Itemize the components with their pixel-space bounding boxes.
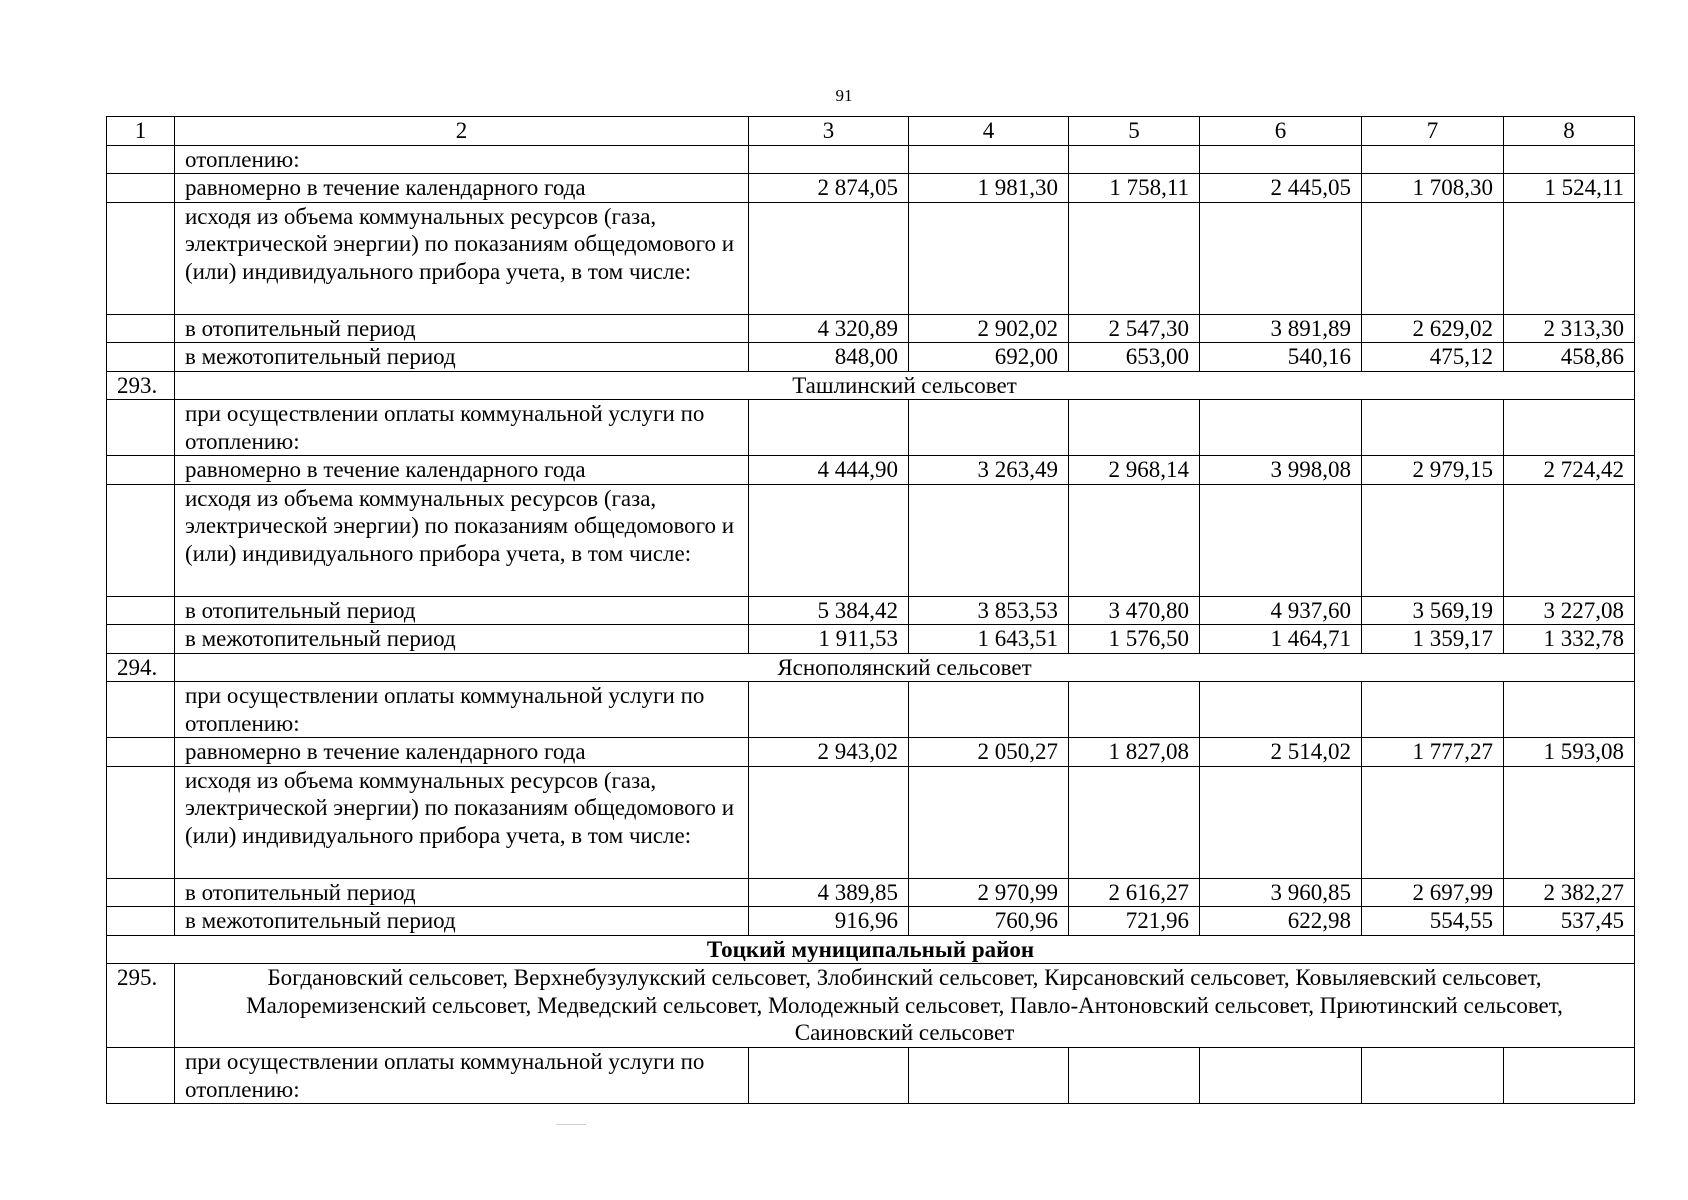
column-number-row: [107, 117, 1635, 146]
column-number: 4: [909, 117, 1069, 146]
value-cell: 2 902,02: [909, 314, 1069, 343]
value-cell: 2 943,02: [749, 738, 909, 767]
table-row: [107, 202, 1635, 314]
value-cell: 3 998,08: [1200, 456, 1362, 485]
table-row: [107, 596, 1635, 625]
value-cell: 1 708,30: [1362, 174, 1504, 203]
value-cell: 3 891,89: [1200, 314, 1362, 343]
value-cell: 3 960,85: [1200, 878, 1362, 907]
value-cell: 2 874,05: [749, 174, 909, 203]
value-cell: 2 629,02: [1362, 314, 1504, 343]
column-number: 6: [1200, 117, 1362, 146]
value-cell: 1 332,78: [1504, 625, 1635, 654]
value-cell: 653,00: [1069, 343, 1200, 372]
table-row: [107, 682, 1635, 738]
value-cell: 1 643,51: [909, 625, 1069, 654]
section-header-row: [107, 371, 1635, 400]
row-label: исходя из объема коммунальных ресурсов (газа, электрической энергии) по показаниям общедомового и (или) индивидуального прибора учета, в том числе:: [175, 202, 749, 314]
scan-artifact: [556, 1124, 586, 1125]
value-cell: 2 968,14: [1069, 456, 1200, 485]
district-title: Тоцкий муниципальный район: [107, 935, 1635, 964]
row-label: исходя из объема коммунальных ресурсов (газа, электрической энергии) по показаниям общедомового и (или) индивидуального прибора учета, в том числе:: [175, 766, 749, 878]
value-cell: 2 313,30: [1504, 314, 1635, 343]
value-cell: 2 050,27: [909, 738, 1069, 767]
row-label: при осуществлении оплаты коммунальной услуги по отоплению:: [175, 400, 749, 456]
table-row: [107, 314, 1635, 343]
table-row: [107, 907, 1635, 936]
table-row: [107, 1048, 1635, 1104]
value-cell: 1 593,08: [1504, 738, 1635, 767]
value-cell: 537,45: [1504, 907, 1635, 936]
section-header-row: [107, 653, 1635, 682]
value-cell: 5 384,42: [749, 596, 909, 625]
table-row: [107, 738, 1635, 767]
value-cell: 2 697,99: [1362, 878, 1504, 907]
row-label: в отопительный период: [175, 878, 749, 907]
table-row: [107, 145, 1635, 174]
value-cell: 1 981,30: [909, 174, 1069, 203]
value-cell: 1 777,27: [1362, 738, 1504, 767]
row-label: в межотопительный период: [175, 343, 749, 372]
value-cell: 3 569,19: [1362, 596, 1504, 625]
section-title: Ташлинский сельсовет: [175, 371, 1635, 400]
column-number: 5: [1069, 117, 1200, 146]
value-cell: 2 970,99: [909, 878, 1069, 907]
value-cell: 1 911,53: [749, 625, 909, 654]
value-cell: 3 470,80: [1069, 596, 1200, 625]
row-label: отоплению:: [175, 145, 749, 174]
value-cell: 554,55: [1362, 907, 1504, 936]
table-row: [107, 625, 1635, 654]
value-cell: 2 979,15: [1362, 456, 1504, 485]
district-header-row: [107, 935, 1635, 964]
row-label: в межотопительный период: [175, 625, 749, 654]
column-number: 1: [107, 117, 175, 146]
column-number: 3: [749, 117, 909, 146]
value-cell: 2 382,27: [1504, 878, 1635, 907]
value-cell: 3 853,53: [909, 596, 1069, 625]
table-row: [107, 878, 1635, 907]
table-row: [107, 343, 1635, 372]
value-cell: 848,00: [749, 343, 909, 372]
column-number: 2: [175, 117, 749, 146]
row-label: равномерно в течение календарного года: [175, 174, 749, 203]
value-cell: 540,16: [1200, 343, 1362, 372]
value-cell: 622,98: [1200, 907, 1362, 936]
value-cell: 1 524,11: [1504, 174, 1635, 203]
value-cell: 475,12: [1362, 343, 1504, 372]
row-index: 295.: [107, 964, 175, 1048]
table-row: [107, 456, 1635, 485]
value-cell: 2 616,27: [1069, 878, 1200, 907]
row-label: при осуществлении оплаты коммунальной услуги по отоплению:: [175, 682, 749, 738]
tariff-table: [106, 116, 1635, 1104]
value-cell: 4 937,60: [1200, 596, 1362, 625]
row-index: 294.: [107, 653, 175, 682]
row-label: в отопительный период: [175, 314, 749, 343]
value-cell: 2 547,30: [1069, 314, 1200, 343]
value-cell: 760,96: [909, 907, 1069, 936]
value-cell: 2 445,05: [1200, 174, 1362, 203]
value-cell: 458,86: [1504, 343, 1635, 372]
value-cell: 4 320,89: [749, 314, 909, 343]
row-index: 293.: [107, 371, 175, 400]
value-cell: 4 444,90: [749, 456, 909, 485]
row-label: в отопительный период: [175, 596, 749, 625]
table-row: [107, 174, 1635, 203]
value-cell: 1 359,17: [1362, 625, 1504, 654]
page-number: 91: [835, 86, 853, 105]
value-cell: 721,96: [1069, 907, 1200, 936]
value-cell: 2 724,42: [1504, 456, 1635, 485]
table-row: [107, 400, 1635, 456]
table-row: [107, 766, 1635, 878]
row-label: исходя из объема коммунальных ресурсов (газа, электрической энергии) по показаниям общедомового и (или) индивидуального прибора учета, в том числе:: [175, 484, 749, 596]
value-cell: 3 263,49: [909, 456, 1069, 485]
row-label: при осуществлении оплаты коммунальной услуги по отоплению:: [175, 1048, 749, 1104]
section-header-row: [107, 964, 1635, 1048]
row-label: равномерно в течение календарного года: [175, 738, 749, 767]
value-cell: 1 464,71: [1200, 625, 1362, 654]
value-cell: 4 389,85: [749, 878, 909, 907]
value-cell: 1 576,50: [1069, 625, 1200, 654]
section-title: Богдановский сельсовет, Верхнебузулукский сельсовет, Злобинский сельсовет, Кирсановский сельсовет, Ковыляевский сельсовет, Малоремизенский сельсовет, Медведский сельсовет, Молодежный сельсовет, Павло-Антоновский сельсовет, Приютинский сельсовет, Саиновский сельсовет: [175, 964, 1635, 1048]
section-title: Яснополянский сельсовет: [175, 653, 1635, 682]
value-cell: 1 827,08: [1069, 738, 1200, 767]
table-row: [107, 484, 1635, 596]
row-label: в межотопительный период: [175, 907, 749, 936]
row-label: равномерно в течение календарного года: [175, 456, 749, 485]
value-cell: 2 514,02: [1200, 738, 1362, 767]
column-number: 7: [1362, 117, 1504, 146]
column-number: 8: [1504, 117, 1635, 146]
value-cell: 1 758,11: [1069, 174, 1200, 203]
value-cell: 916,96: [749, 907, 909, 936]
value-cell: 692,00: [909, 343, 1069, 372]
value-cell: 3 227,08: [1504, 596, 1635, 625]
